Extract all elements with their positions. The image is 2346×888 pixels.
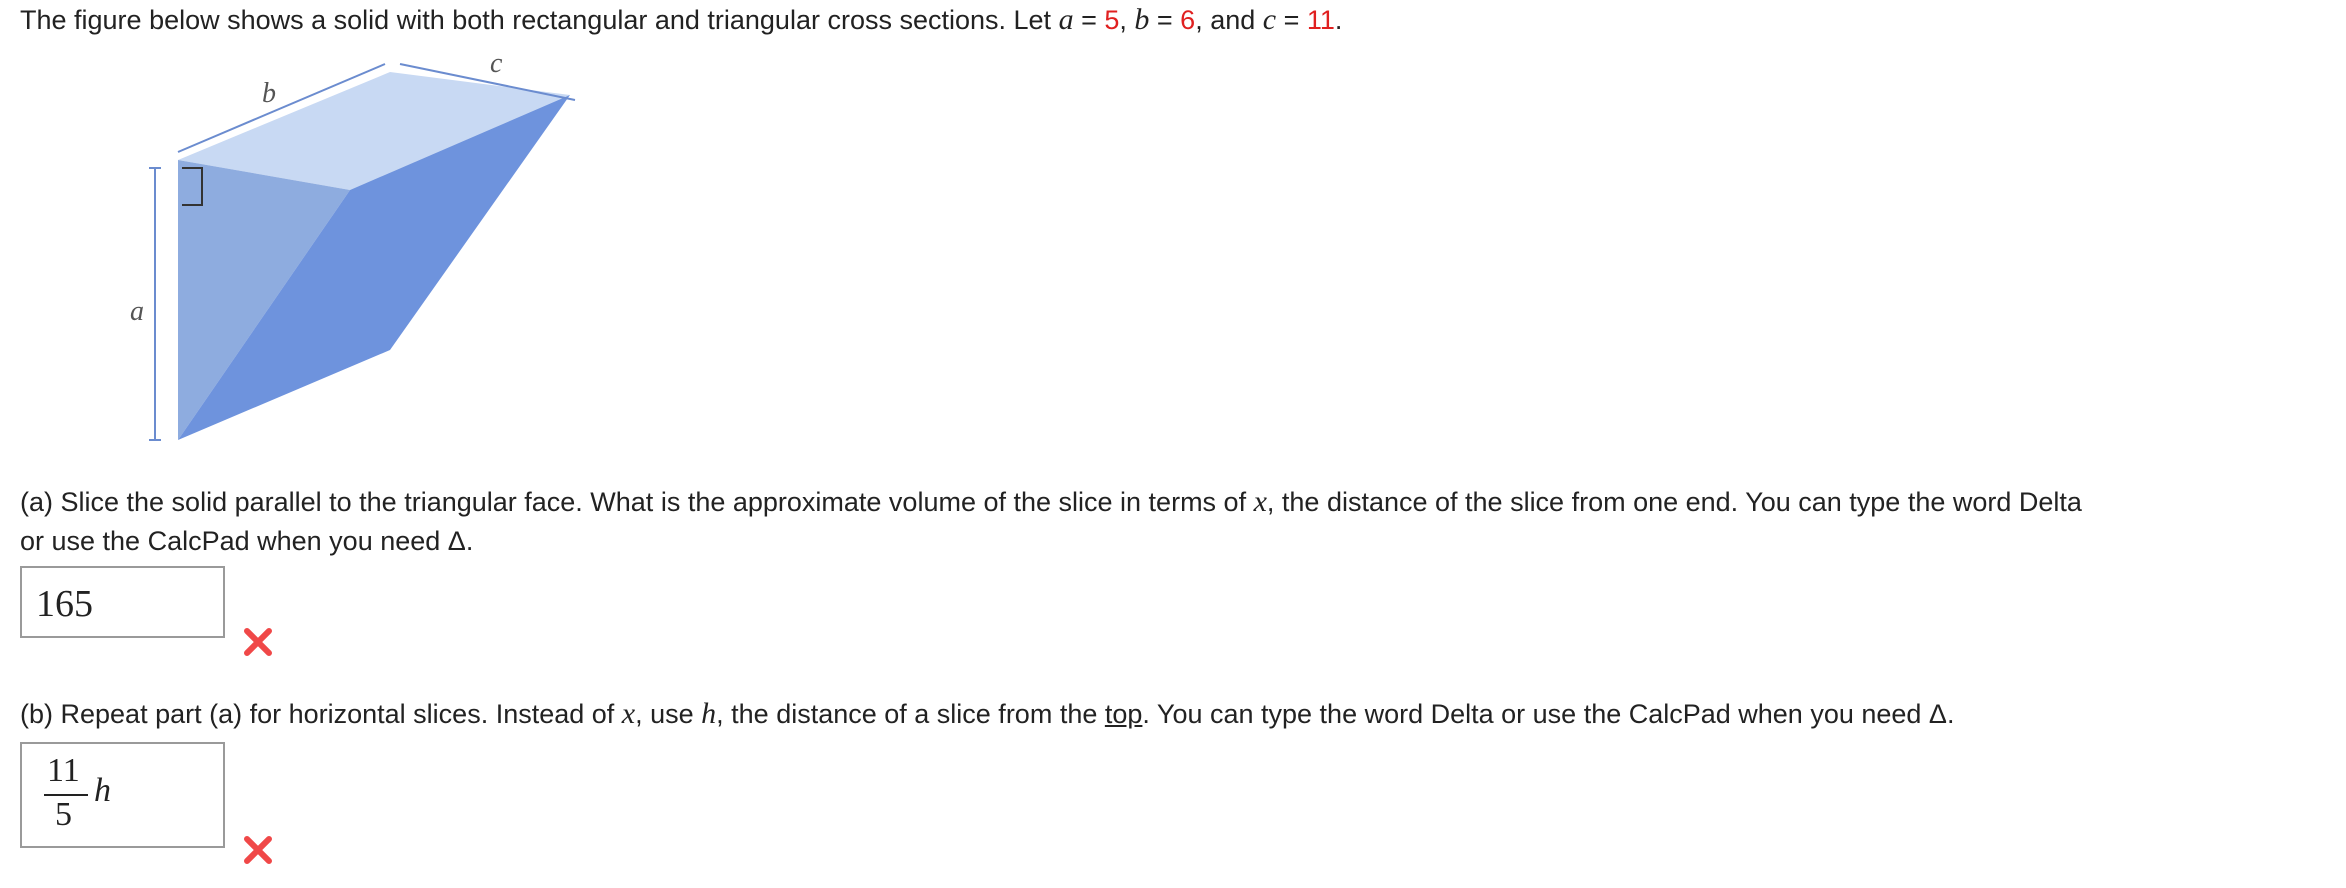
var-x: x [1253, 485, 1267, 518]
label-b: b [262, 78, 276, 109]
part-a-text-1: (a) Slice the solid parallel to the triangular face. What is the approximate volume of the slice in terms of [20, 487, 1254, 517]
part-a-question-line2: or use the CalcPad when you need Δ. [20, 526, 474, 556]
var-c: c [1262, 3, 1277, 36]
intro-text [20, 0, 1342, 40]
a-value: 5 [1104, 5, 1120, 35]
part-b-text-2: , use [635, 699, 702, 729]
var-h: h [701, 697, 717, 730]
period: . [1334, 5, 1343, 35]
fraction-variable: h [94, 772, 111, 809]
part-a-question [20, 482, 2082, 522]
solid-figure [110, 40, 610, 460]
label-a: a [130, 296, 144, 327]
incorrect-x-icon [243, 627, 273, 657]
b-value: 6 [1180, 5, 1196, 35]
part-b-text-1: (b) Repeat part (a) for horizontal slices. Instead of [20, 699, 622, 729]
separator: , [1119, 5, 1135, 35]
part-b-text-3: , the distance of a slice from the [716, 699, 1105, 729]
equals-sign: = [1276, 5, 1307, 35]
var-b: b [1134, 3, 1150, 36]
equals-sign: = [1073, 5, 1105, 35]
top-word: top [1104, 699, 1143, 729]
part-a-answer-value: 165 [36, 583, 93, 625]
part-b-text-4: . You can type the word Delta or use the CalcPad when you need Δ. [1142, 699, 1955, 729]
intro-prefix: The figure below shows a solid with both rectangular and triangular cross sections. Let [20, 5, 1059, 35]
equals-sign: = [1149, 5, 1181, 35]
incorrect-x-icon [243, 835, 273, 865]
fraction-numerator: 11 [47, 752, 80, 789]
c-value: 11 [1306, 5, 1335, 35]
part-a-text-2: , the distance of the slice from one end. You can type the word Delta [1266, 487, 2082, 517]
part-b-answer-field[interactable] [20, 742, 225, 848]
fraction-denominator: 5 [55, 796, 72, 833]
part-a-answer-field[interactable] [20, 566, 225, 638]
var-a: a [1058, 3, 1074, 36]
separator: , and [1195, 5, 1263, 35]
var-x: x [621, 697, 636, 730]
label-c: c [490, 48, 503, 79]
part-b-question [20, 694, 1954, 734]
